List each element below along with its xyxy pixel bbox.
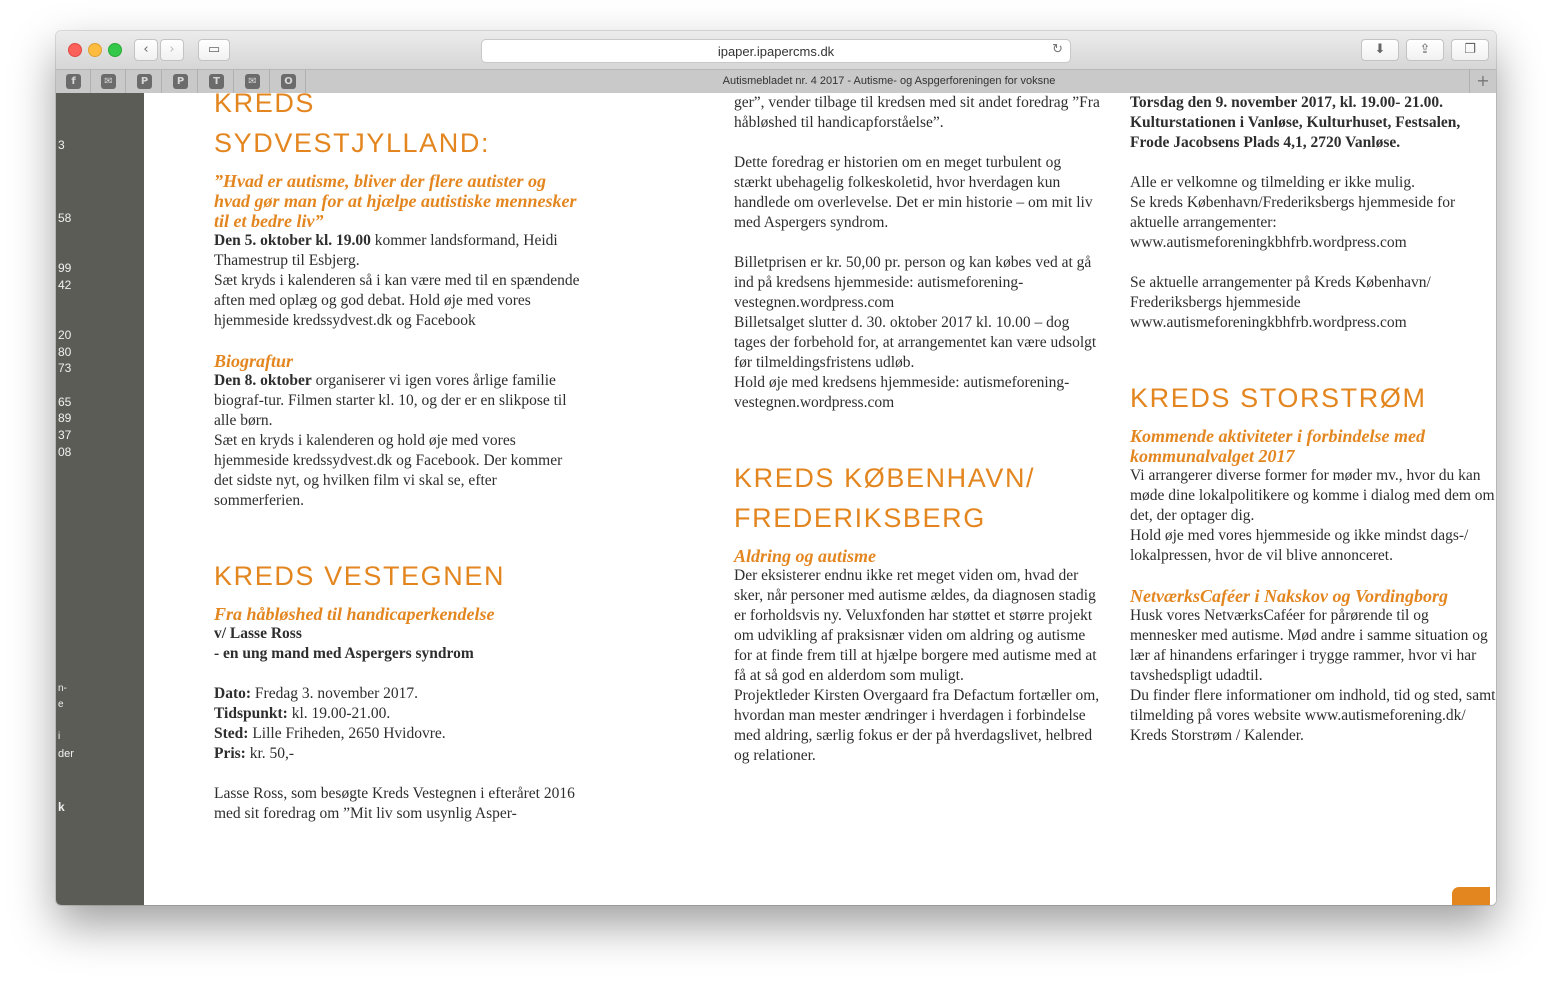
info-sted xyxy=(214,724,580,744)
paragraph-landsformand xyxy=(214,231,580,271)
sidebar-fragment: 37 xyxy=(58,428,72,442)
date-bold: Den 8. oktober xyxy=(214,372,312,389)
sidebar-fragment: 99 xyxy=(58,261,72,275)
value-sted: Lille Friheden, 2650 Hvidovre. xyxy=(248,725,446,742)
tab-bar xyxy=(56,70,1496,94)
paragraph-lokalpressen: Hold øje med vores hjemmeside og ikke mindst dags-/ lokalpressen, hvor de vil blive annonceret. xyxy=(1130,527,1469,564)
bookmark-mail-2[interactable] xyxy=(235,70,270,93)
subheading-aldring: Aldring og autisme xyxy=(734,546,877,566)
tabs-icon: ❐ xyxy=(1464,42,1476,57)
label-pris: Pris: xyxy=(214,745,246,762)
sidebar-fragment: 08 xyxy=(58,445,72,459)
bookmark-o[interactable] xyxy=(271,70,306,93)
heading-kreds-koebenhavn: KREDS KØBENHAVN/ xyxy=(734,463,1036,493)
heading-kreds-storstroem: KREDS STORSTRØM xyxy=(1130,383,1427,413)
paragraph-aldring: Der eksisterer endnu ikke ret meget viden om, hvad der sker, når personer med autisme ældes, da diagnosen stadig er forholdsvis ny. Veluxfonden har støttet et større projekt om udvikling af praksisnær viden om aldring og autisme for at finde frem till at hjælpe borgere med autisme med at få at så god en alderdom som muligt. xyxy=(734,567,1097,684)
url-text: ipaper.ipapercms.dk xyxy=(717,44,835,59)
paragraph-se-kreds: Se kreds København/Frederiksbergs hjemmeside for aktuelle arrangementer: www.autismeforeningkbhfrb.wordpress.com xyxy=(1130,194,1456,251)
paragraph-text: kommer landsformand, Heidi Thamestrup til Esbjerg. xyxy=(214,232,558,269)
column-right xyxy=(1130,93,1496,746)
date-bold: Den 5. oktober kl. 19.00 xyxy=(214,232,371,249)
mail-icon: ✉ xyxy=(101,74,116,89)
back-button[interactable] xyxy=(134,39,158,61)
document-sidebar xyxy=(56,93,144,905)
sidebar-fragment: i xyxy=(58,731,61,742)
close-window-button[interactable] xyxy=(68,43,82,57)
paragraph-text: organiserer vi igen vores årlige familie biograf-tur. Filmen starter kl. 10, og der er en slikpose til alle børn. xyxy=(214,372,567,429)
subheading-hvad-er-autisme: ”Hvad er autisme, bliver der flere autister og hvad gør man for at hjælpe autistiske mennesker til et bedre liv” xyxy=(214,171,577,231)
label-tidspunkt: Tidspunkt: xyxy=(214,705,288,722)
sidebar-fragment: 89 xyxy=(58,411,72,425)
info-dato xyxy=(214,684,580,704)
paragraph-event-details: Torsdag den 9. november 2017, kl. 19.00- 21.00. Kulturstationen i Vanløse, Kulturhuset, Festsalen, Frode Jacobsens Plads 4,1, 2720 Vanløse. xyxy=(1130,94,1461,151)
label-dato: Dato: xyxy=(214,685,252,702)
subheading-fra-haabloeshed: Fra håbløshed til handicaperkendelse xyxy=(214,604,495,624)
subheading-kommunalvalg: Kommende aktiviteter i forbindelse med kommunalvalget 2017 xyxy=(1130,426,1425,466)
speaker-line: v/ Lasse Ross xyxy=(214,625,302,642)
sidebar-fragment: 80 xyxy=(58,345,72,359)
sidebar-toggle-button[interactable] xyxy=(198,39,230,61)
paragraph-hjemmeside: Hold øje med kredsens hjemmeside: autismeforening-vestegnen.wordpress.com xyxy=(734,374,1070,411)
sidebar-fragment: 20 xyxy=(58,328,72,342)
address-bar[interactable] xyxy=(481,39,1071,63)
zoom-window-button[interactable] xyxy=(108,43,122,57)
bookmark-tumblr[interactable] xyxy=(199,70,234,93)
pocket-icon: P xyxy=(173,74,188,89)
downloads-button[interactable] xyxy=(1361,39,1399,61)
value-tidspunkt: kl. 19.00-21.00. xyxy=(287,705,391,722)
sidebar-fragment: 73 xyxy=(58,361,72,375)
paragraph-foredrag-historie: Dette foredrag er historien om en meget turbulent og stærkt ubehagelig folkeskoletid, hvor hverdagen kun handlede om overlevelse. Det er min historie – om mit liv med Aspergers syndrom. xyxy=(734,154,1093,231)
new-tab-button[interactable] xyxy=(1469,70,1496,93)
tumblr-icon: T xyxy=(209,74,224,89)
chevron-right-icon: › xyxy=(169,42,175,57)
heading-frederiksberg: FREDERIKSBERG xyxy=(734,503,986,533)
bookmark-pocket[interactable] xyxy=(163,70,198,93)
paragraph-biograf xyxy=(214,371,580,431)
value-pris: kr. 50,- xyxy=(245,745,295,762)
browser-window xyxy=(56,31,1496,905)
paragraph-velkomne: Alle er velkomne og tilmelding er ikke mulig. xyxy=(1130,174,1415,191)
share-icon: ⇪ xyxy=(1419,42,1431,57)
chevron-left-icon: ‹ xyxy=(143,42,149,57)
page-number-tab xyxy=(1452,887,1490,905)
paragraph-netvaerkscafeer: Husk vores NetværksCaféer for pårørende til og mennesker med autisme. Mød andre i samme situation og lær af hinandens erfaringer i trygge rammer, hvor vi har tavshedspligt udadtil. xyxy=(1130,607,1488,684)
document-page xyxy=(144,93,1496,905)
sidebar-fragment: 3 xyxy=(58,138,65,152)
column-middle xyxy=(734,93,1100,766)
sidebar-fragment: der xyxy=(58,748,74,760)
bookmark-mail[interactable] xyxy=(91,70,126,93)
download-icon: ⬇ xyxy=(1374,42,1386,57)
tab-title[interactable]: Autismebladet nr. 4 2017 - Autisme- og Aspgerforeningen for voksne xyxy=(722,75,1056,87)
heading-kreds-sydvestjylland: KREDS SYDVESTJYLLAND: xyxy=(214,93,491,158)
heading-kreds-vestegnen: KREDS VESTEGNEN xyxy=(214,561,506,591)
paragraph-kalender: Sæt kryds i kalenderen så i kan være med til en spændende aften med oplæg og god debat. Hold øje med vores hjemmeside kredssydvest.dk og Facebook xyxy=(214,272,580,329)
paragraph-biograf-2: Sæt en kryds i kalenderen og hold øje med vores hjemmeside kredssydvest.dk og Facebook. Der kommer det sidste nyt, og hvilken film vi skal se, efter sommerferien. xyxy=(214,432,563,509)
paragraph-aktuelle: Se aktuelle arrangementer på Kreds København/ Frederiksbergs hjemmeside www.autismeforeningkbhfrb.wordpress.com xyxy=(1130,274,1431,331)
browser-toolbar xyxy=(56,31,1496,70)
sidebar-fragment: e xyxy=(58,699,64,710)
paragraph-lasse-ross: Lasse Ross, som besøgte Kreds Vestegnen i efteråret 2016 med sit foredrag om ”Mit liv som usynlig Asper- xyxy=(214,785,575,822)
bookmark-facebook[interactable] xyxy=(56,70,91,93)
sidebar-fragment: 42 xyxy=(58,278,72,292)
share-button[interactable] xyxy=(1406,39,1444,61)
sidebar-fragment: 58 xyxy=(58,211,72,225)
subheading-netvaerkscafeer: NetværksCaféer i Nakskov og Vordingborg xyxy=(1130,586,1448,606)
o-icon: O xyxy=(281,74,296,89)
paragraph-billetsalg: Billetsalget slutter d. 30. oktober 2017 kl. 10.00 – dog tages der forbehold for, at arrangementet kan være udsolgt før tilmeldingsfristens udløb. xyxy=(734,314,1097,371)
minimize-window-button[interactable] xyxy=(88,43,102,57)
plus-icon: + xyxy=(1476,71,1490,90)
paragraph-informationer: Du finder flere informationer om indhold, tid og sted, samt tilmelding på vores website www.autismeforening.dk/ Kreds Storstrøm / Kalender. xyxy=(1130,687,1496,744)
paragraph-foredrag-intro: ger”, vender tilbage til kredsen med sit andet foredrag ”Fra håbløshed til handicapforståelse”. xyxy=(734,94,1100,131)
label-sted: Sted: xyxy=(214,725,249,742)
pinterest-icon: P xyxy=(137,74,152,89)
value-dato: Fredag 3. november 2017. xyxy=(251,685,419,702)
paragraph-moeder: Vi arrangerer diverse former for møder mv., hvor du kan møde dine lokalpolitikere og komme i dialog med dem om det, der optager dig. xyxy=(1130,467,1495,524)
info-tidspunkt xyxy=(214,704,580,724)
sidebar-fragment: 65 xyxy=(58,395,72,409)
forward-button[interactable] xyxy=(160,39,184,61)
info-pris xyxy=(214,744,580,764)
sidebar-icon: ▭ xyxy=(207,42,221,57)
facebook-icon: f xyxy=(66,74,81,89)
tabs-overview-button[interactable] xyxy=(1451,39,1489,61)
bookmark-pinterest[interactable] xyxy=(127,70,162,93)
sidebar-fragment: k xyxy=(58,800,65,814)
reload-icon[interactable]: ↻ xyxy=(1052,42,1063,57)
subheading-biograftur: Biograftur xyxy=(214,351,294,371)
speaker-subline: - en ung mand med Aspergers syndrom xyxy=(214,645,474,662)
column-left xyxy=(214,93,580,824)
mail-icon: ✉ xyxy=(245,74,260,89)
paragraph-billetpris: Billetprisen er kr. 50,00 pr. person og kan købes ved at gå ind på kredsens hjemmeside: autismeforening-vestegnen.wordpress.com xyxy=(734,254,1092,311)
sidebar-fragment: n- xyxy=(58,683,67,694)
paragraph-projektleder: Projektleder Kirsten Overgaard fra Defactum fortæller om, hvordan man mester ændringer i hverdagen i forbindelse med aldring, særlig fokus er der på hverdagslivet, helbred og relationer. xyxy=(734,687,1100,764)
